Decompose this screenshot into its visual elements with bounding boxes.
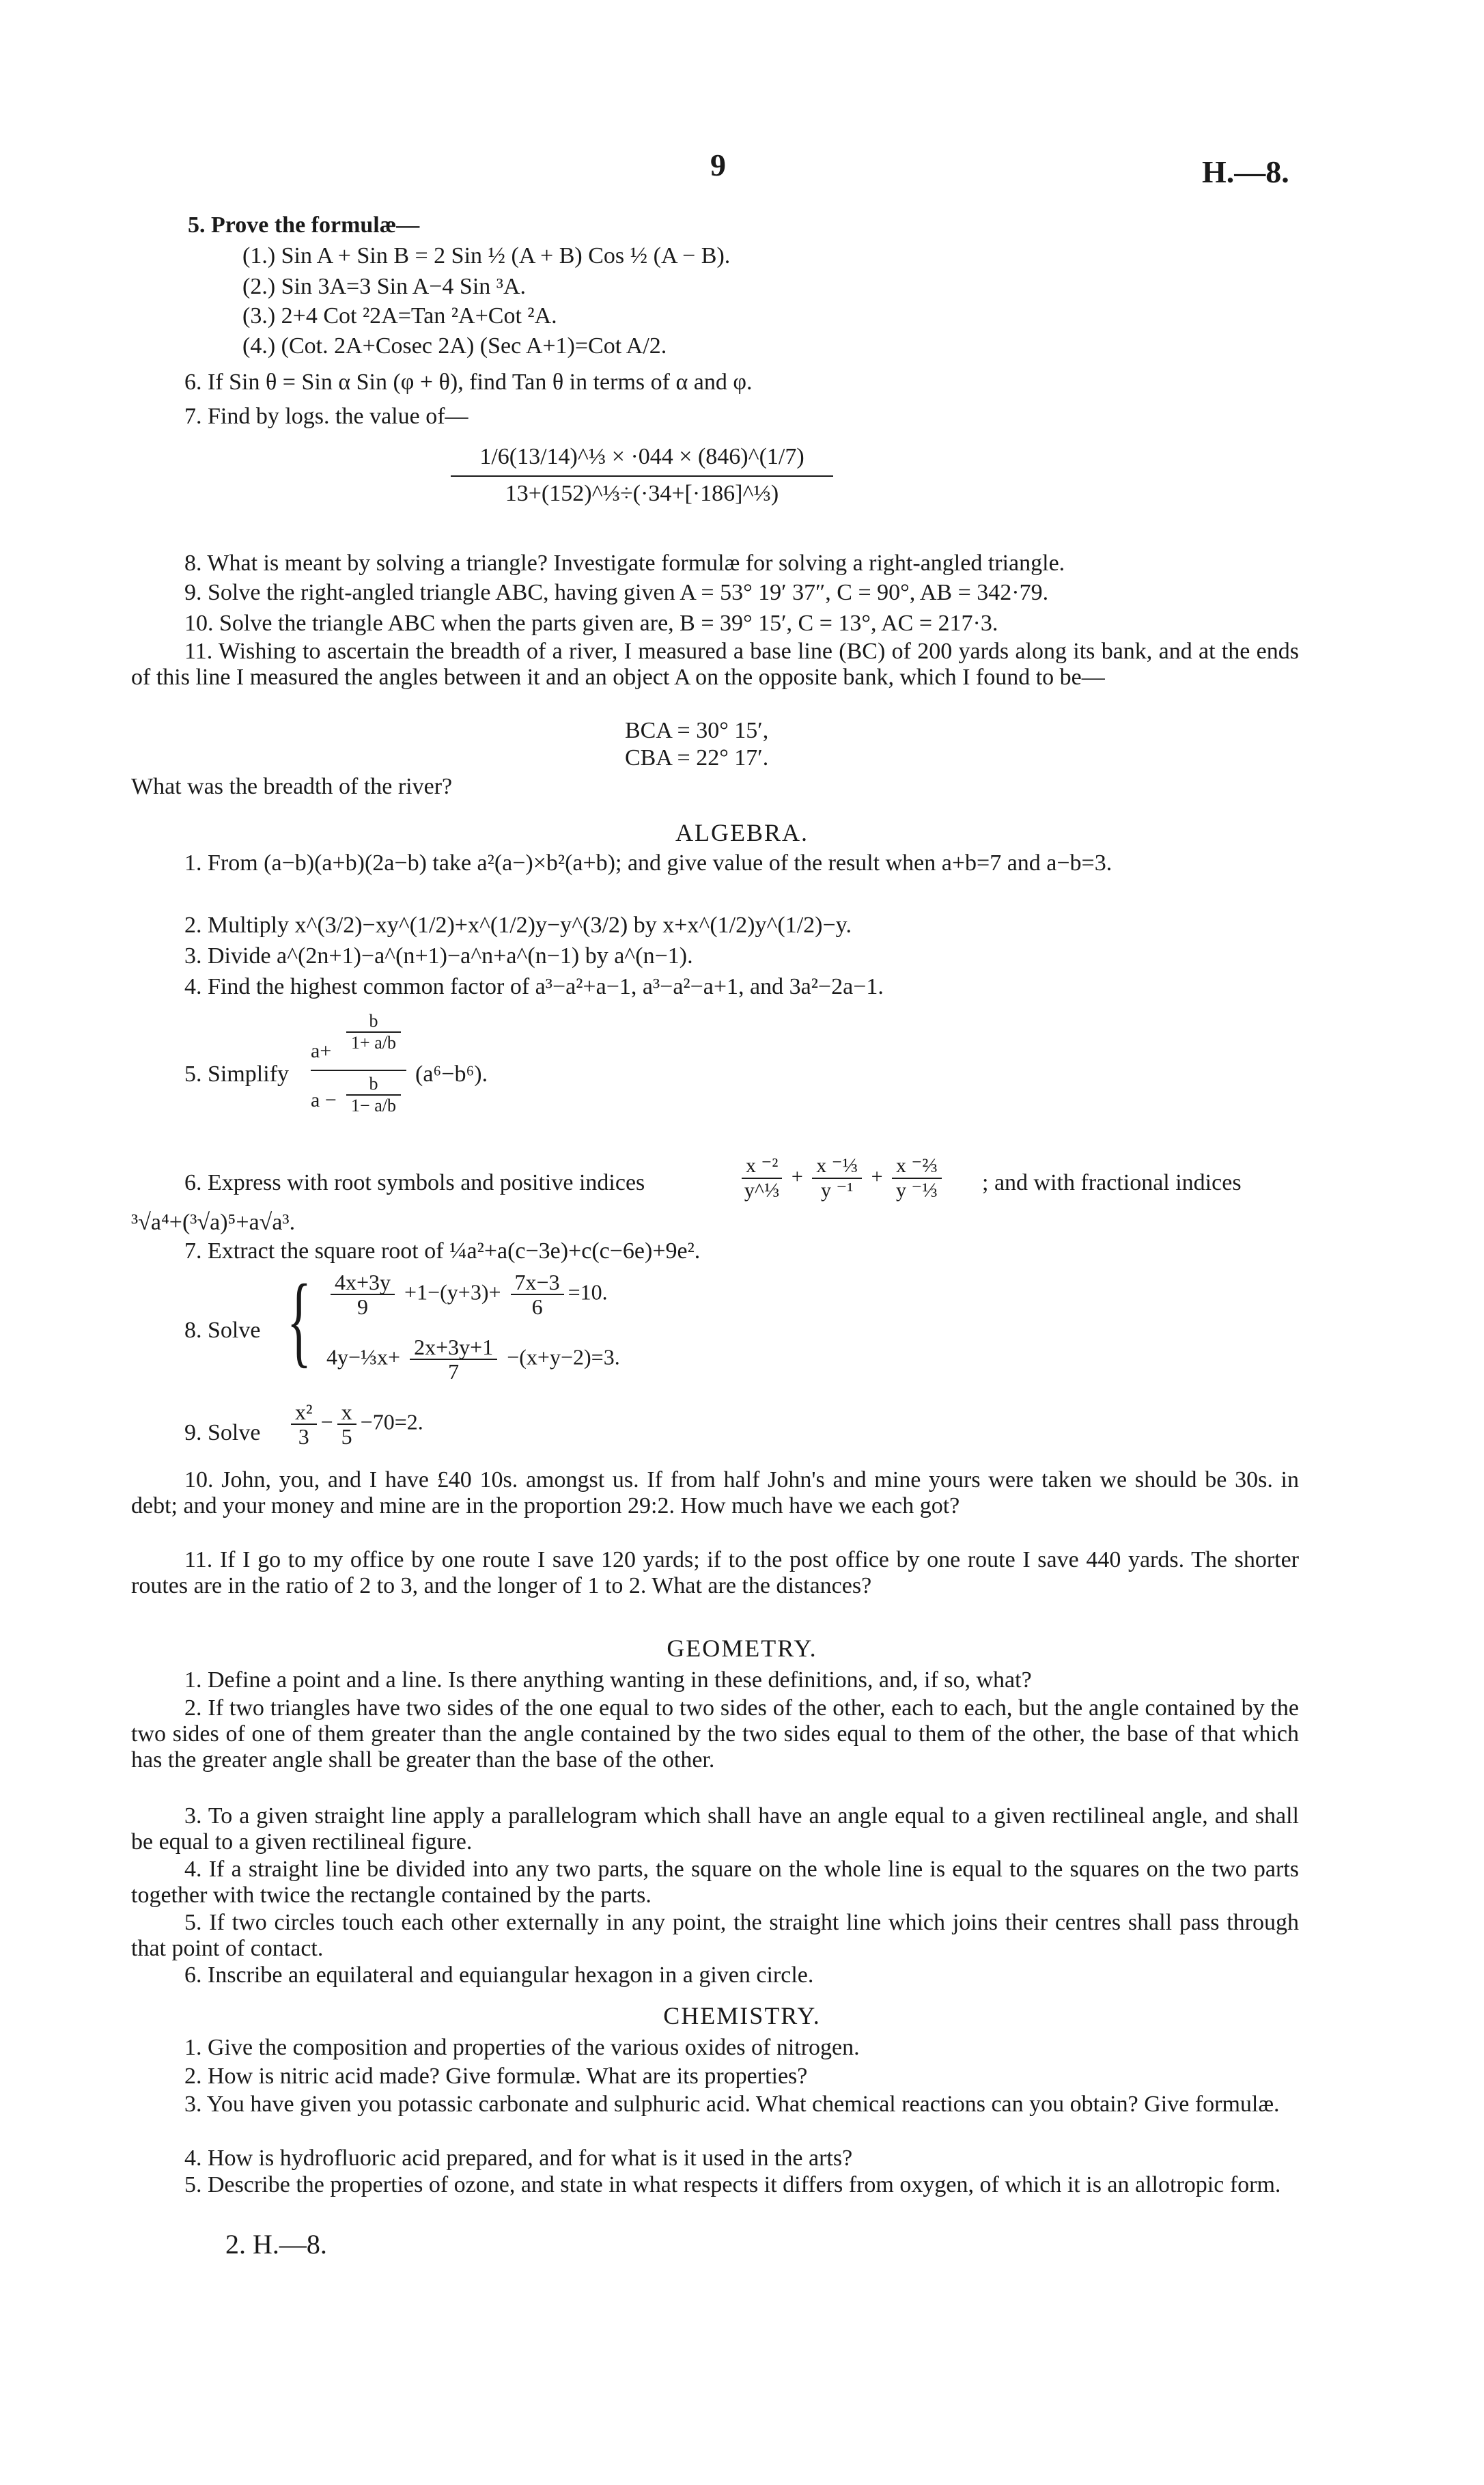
algebra-q8-eq1-a: +1−(y+3)+ [404, 1279, 501, 1305]
algebra-q5-label: 5. Simplify [184, 1061, 290, 1087]
algebra-q8-eq2-b: −(x+y−2)=3. [507, 1344, 620, 1370]
page-number: 9 [710, 148, 726, 182]
algebra-q2: 2. Multiply x^(3/2)−xy^(1/2)+x^(1/2)y−y^(3/2) by x+x^(1/2)y^(1/2)−y. [184, 913, 852, 938]
trig-q11-bca: BCA = 30° 15′, [625, 718, 769, 743]
trig-q8: 8. What is meant by solving a triangle? Investigate formulæ for solving a right-angled triangle. [184, 551, 1065, 576]
chemistry-q3: 3. You have given you potassic carbonate and sulphuric acid. What chemical reactions can you obtain? Give formulæ. [184, 2092, 1280, 2117]
algebra-q6-a: 6. Express with root symbols and positive indices [184, 1170, 645, 1195]
trig-q11-text: 11. Wishing to ascertain the breadth of a river, I measured a base line (BC) of 200 yards along its bank, and at the ends of this line I measured the angles between it and an object A on the opposite bank, which I found to be— [131, 639, 1299, 690]
algebra-q8-eq1-b: =10. [568, 1279, 608, 1305]
algebra-q4: 4. Find the highest common factor of a³−a²+a−1, a³−a²−a+1, and 3a²−2a−1. [184, 974, 884, 999]
trig-q5-2: (2.) Sin 3A=3 Sin A−4 Sin ³A. [242, 274, 527, 299]
algebra-q9-label: 9. Solve [184, 1420, 261, 1445]
geometry-q2: 2. If two triangles have two sides of the one equal to two sides of the other, each to each, but the angle contained by the two sides of one of them greater than the angle contained by the two sides equal to them of the other, the base of that which has the greater angle shall be greater than the base of the other. [131, 1695, 1299, 1773]
trig-q6: 6. If Sin θ = Sin α Sin (φ + θ), find Tan θ in terms of α and φ. [184, 370, 753, 395]
geometry-q4: 4. If a straight line be divided into any two parts, the square on the whole line is equal to the squares on the two parts together with twice the rectangle contained by the parts. [131, 1857, 1299, 1908]
algebra-q8-eq2-a: 4y−⅓x+ [326, 1344, 401, 1370]
trig-q10: 10. Solve the triangle ABC when the parts given are, B = 39° 15′, C = 13°, AC = 217·3. [184, 611, 998, 636]
algebra-q8-label: 8. Solve [184, 1318, 261, 1343]
algebra-q8-eq2: 4y−⅓x+ $\frac{2x+3y+1}{7}$ −(x+y−2)=3. [326, 1335, 620, 1384]
algebra-q6-fractions: $\frac{\text{x ⁻²}}{\text{y\textasciicircum{}⅓}}$ + $\frac{\text{x ⁻⅓}}{\text{y ⁻¹}}$ + $\frac{\text{x ⁻⅔}}{\text{y ⁻⅓}}$ [738, 1154, 946, 1202]
trig-q11 [131, 639, 1299, 691]
trig-q5-3: (3.) 2+4 Cot ²2A=Tan ²A+Cot ²A. [242, 303, 557, 329]
algebra-q9-equation: $\frac{\text{x²}}{3}$ − $\frac{x}{5}$ −70=2. [287, 1400, 423, 1448]
algebra-q10: 10. John, you, and I have £40 10s. amongst us. If from half John's and mine yours were taken we should be 30s. in debt; and your money and mine are in the proportion 29:2. How much have we each got? [131, 1467, 1299, 1518]
page-footer: 2. H.—8. [225, 2229, 327, 2260]
trig-q7: 7. Find by logs. the value of— [184, 404, 468, 429]
algebra-q5-complex-fraction: a+ b 1+ a/b a − b 1− a/b [311, 1011, 406, 1130]
algebra-q8-eq1: $\frac{4x+3y}{9}$ +1−(y+3)+ $\frac{7x-3}{6}$ =10. [326, 1271, 608, 1318]
chemistry-q4: 4. How is hydrofluoric acid prepared, and for what is it used in the arts? [184, 2146, 853, 2171]
brace: { [287, 1264, 311, 1377]
geometry-heading: GEOMETRY. [667, 1635, 817, 1662]
algebra-q6-b: ; and with fractional indices [982, 1170, 1242, 1195]
algebra-q5-tail: (a⁶−b⁶). [415, 1061, 488, 1087]
algebra-q1: 1. From (a−b)(a+b)(2a−b) take a²(a−)×b²(a+b); and give value of the result when a+b=7 and a−b=3. [184, 850, 1112, 876]
chemistry-q5: 5. Describe the properties of ozone, and state in what respects it differs from oxygen, of which it is an allotropic form. [184, 2172, 1281, 2197]
trig-q7-fraction [451, 444, 833, 507]
algebra-q11: 11. If I go to my office by one route I save 120 yards; if to the post office by one route I save 440 yards. The shorter routes are in the ratio of 2 to 3, and the longer of 1 to 2. What are the distances? [131, 1547, 1299, 1598]
chemistry-heading: CHEMISTRY. [663, 2002, 821, 2029]
chemistry-q2: 2. How is nitric acid made? Give formulæ. What are its properties? [184, 2064, 808, 2089]
algebra-q9-tail: −70=2. [360, 1409, 423, 1434]
chemistry-q1: 1. Give the composition and properties of the various oxides of nitrogen. [184, 2035, 860, 2060]
algebra-heading: ALGEBRA. [675, 819, 809, 846]
page-reference: H.—8. [1202, 154, 1289, 189]
trig-q7-numerator: 1/6(13/14)^⅓ × ·044 × (846)^(1/7) [479, 444, 804, 469]
trig-q9: 9. Solve the right-angled triangle ABC, having given A = 53° 19′ 37″, C = 90°, AB = 342·79. [184, 580, 1049, 605]
geometry-q1: 1. Define a point and a line. Is there anything wanting in these definitions, and, if so, what? [184, 1667, 1032, 1693]
trig-q7-denominator: 13+(152)^⅓÷(·34+[·186]^⅓) [505, 481, 779, 506]
algebra-q7: 7. Extract the square root of ¼a²+a(c−3e)+c(c−6e)+9e². [184, 1238, 701, 1264]
trig-q5-4: (4.) (Cot. 2A+Cosec 2A) (Sec A+1)=Cot A/2. [242, 333, 667, 359]
trig-q5: 5. Prove the formulæ— [188, 212, 420, 238]
trig-q11-end: What was the breadth of the river? [131, 774, 453, 799]
geometry-q6: 6. Inscribe an equilateral and equiangular hexagon in a given circle. [184, 1962, 814, 1988]
trig-q11-cba: CBA = 22° 17′. [625, 745, 769, 771]
geometry-q3: 3. To a given straight line apply a parallelogram which shall have an angle equal to a given rectilineal angle, and shall be equal to a given rectilineal figure. [131, 1803, 1299, 1855]
trig-q5-1: (1.) Sin A + Sin B = 2 Sin ½ (A + B) Cos ½ (A − B). [242, 243, 731, 268]
algebra-q6-c: ³√a⁴+(³√a)⁵+a√a³. [131, 1210, 296, 1235]
algebra-q3: 3. Divide a^(2n+1)−a^(n+1)−a^n+a^(n−1) by a^(n−1). [184, 943, 693, 969]
geometry-q5: 5. If two circles touch each other externally in any point, the straight line which joins their centres shall pass through that point of contact. [131, 1910, 1299, 1961]
